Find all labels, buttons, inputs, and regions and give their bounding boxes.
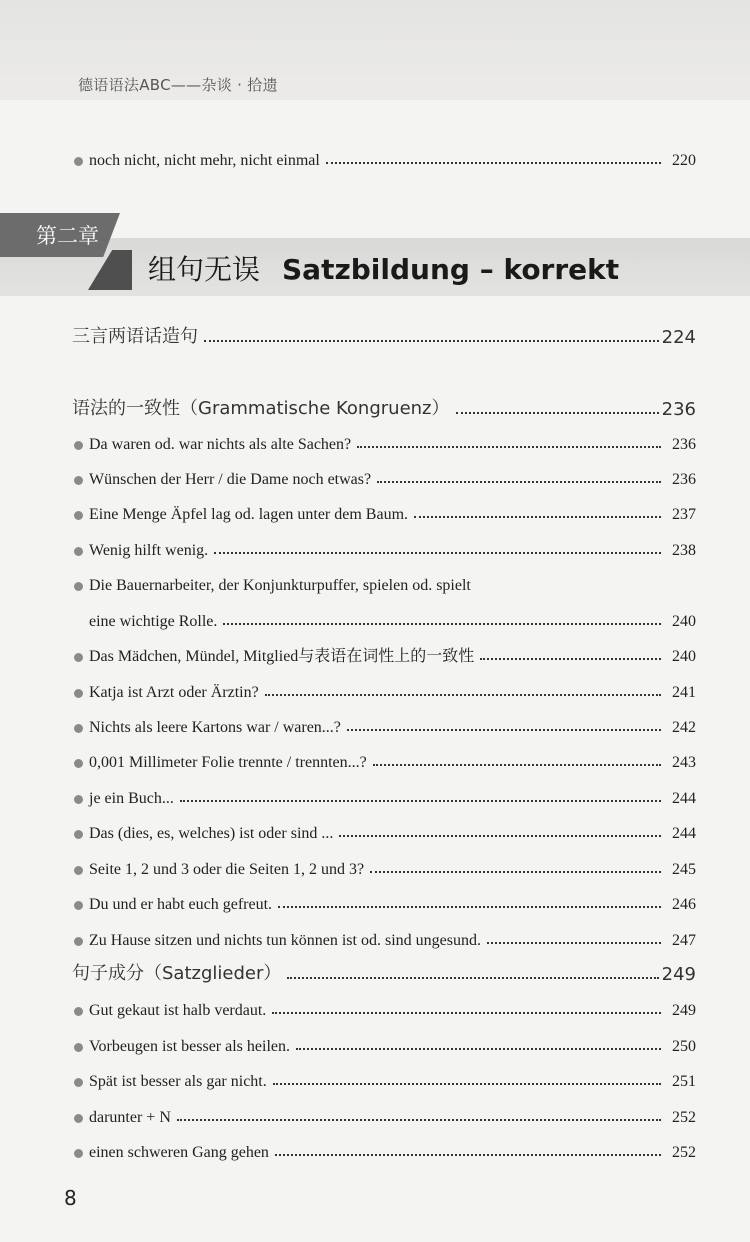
toc-entry-text: Vorbeugen ist besser als heilen. [89,1038,290,1055]
toc-page-number: 242 [672,719,696,736]
toc-page-number: 249 [661,964,696,985]
toc-entry-text: je ein Buch... [89,790,174,807]
toc-entry-text: Da waren od. war nichts als alte Sachen? [89,436,352,453]
toc-entry-text: Du und er habt euch gefreut. [89,896,273,913]
toc-entry-text: darunter + N [89,1109,171,1126]
toc-page-number: 241 [672,684,696,701]
dot-leader [347,729,661,731]
toc-page-number: 238 [672,542,696,559]
dot-leader [456,412,659,414]
dot-leader [370,871,661,873]
toc-entry-text: Katja ist Arzt oder Ärztin? [89,684,259,701]
toc-entry-text: Wünschen der Herr / die Dame noch etwas? [89,471,372,488]
toc-page-number: 236 [672,436,696,453]
toc-page-number: 240 [672,613,696,630]
dot-leader [487,942,661,944]
chapter-title-zh: 组句无误 [148,253,261,286]
bullet-icon [74,1149,83,1158]
toc-section [72,955,696,985]
bullet-icon [74,937,83,946]
bullet-icon [74,1114,83,1123]
toc-entry-text: Gut gekaut ist halb verdaut. [89,1002,267,1019]
toc-page-number: 240 [672,648,696,665]
toc-entry-text: Zu Hause sitzen und nichts tun können ist od. sind ungesund. [89,932,481,949]
chapter-number: 第二章 [36,224,99,248]
toc-entry [72,1061,696,1091]
toc-entry [72,530,696,560]
toc-entry [72,672,696,702]
bullet-icon [74,1007,83,1016]
toc-entry [72,1132,696,1162]
dot-leader [414,516,661,518]
toc-page-number: 246 [672,896,696,913]
toc-entry-text: Seite 1, 2 und 3 oder die Seiten 1, 2 und 3? [89,861,365,878]
toc-page-number: 245 [672,861,696,878]
toc-entry-text: 0,001 Millimeter Folie trennte / trennten...? [89,754,367,771]
dot-leader [223,623,661,625]
toc-entry-text: Spät ist besser als gar nicht. [89,1073,267,1090]
bullet-icon [74,830,83,839]
bullet-icon [74,653,83,662]
bullet-icon [74,1078,83,1087]
toc-section [72,318,696,348]
toc-entry [72,884,696,914]
dot-leader [377,481,661,483]
toc-section [72,390,696,420]
bullet-icon [74,901,83,910]
dot-leader [480,658,661,660]
toc-page-number: 244 [672,825,696,842]
toc-entry [72,707,696,737]
toc-entry [72,1026,696,1056]
bullet-icon [74,441,83,450]
page-folio: 8 [64,1186,77,1210]
dot-leader [265,694,661,696]
toc-entry-text: eine wichtige Rolle. [89,613,218,630]
toc-page-number: 224 [661,327,696,348]
toc-entry-text: Eine Menge Äpfel lag od. lagen unter dem Baum. [89,506,409,523]
dot-leader [177,1119,661,1121]
toc-entry-text: noch nicht, nicht mehr, nicht einmal [89,152,320,169]
toc-page-number: 243 [672,754,696,771]
toc-section-text: 语法的一致性（Grammatische Kongruenz） [72,398,450,419]
dot-leader [204,340,659,342]
toc-entry [72,140,696,170]
dot-leader [326,162,661,164]
toc-page-number: 252 [672,1109,696,1126]
toc-entry-continuation [72,601,696,631]
dot-leader [339,835,661,837]
chapter-title-de: Satzbildung – korrekt [282,253,620,286]
dot-leader [275,1154,661,1156]
toc-entry [72,742,696,772]
running-head: 德语语法ABC——杂谈 · 拾遗 [78,76,278,94]
toc-entry [72,990,696,1020]
bullet-icon [74,1043,83,1052]
toc-page-number: 236 [661,399,696,420]
bullet-icon [74,724,83,733]
toc-entry-text: einen schweren Gang gehen [89,1144,269,1161]
toc-entry [72,813,696,843]
toc-entry [72,778,696,808]
toc-entry [72,1097,696,1127]
toc-entry-text: Die Bauernarbeiter, der Konjunkturpuffer, spielen od. spielt [89,577,471,594]
dot-leader [287,977,658,979]
toc-entry [72,565,696,595]
bullet-icon [74,511,83,520]
toc-page-number: 237 [672,506,696,523]
dot-leader [296,1048,661,1050]
dot-leader [180,800,661,802]
toc-entry-text: Wenig hilft wenig. [89,542,209,559]
dot-leader [214,552,661,554]
bullet-icon [74,547,83,556]
toc-page-number: 247 [672,932,696,949]
bullet-icon [74,795,83,804]
toc-page-number: 244 [672,790,696,807]
toc-section-text: 三言两语话造句 [72,326,198,347]
toc-entry-text: Das (dies, es, welches) ist oder sind ... [89,825,334,842]
dot-leader [272,1012,661,1014]
toc-entry [72,424,696,454]
toc-page-number: 251 [672,1073,696,1090]
bullet-icon [74,476,83,485]
toc-page-number: 252 [672,1144,696,1161]
chapter-title [148,248,619,288]
toc-entry-text: Das Mädchen, Mündel, Mitglied与表语在词性上的一致性 [89,648,475,665]
toc-page-number: 236 [672,471,696,488]
toc-entry-text: Nichts als leere Kartons war / waren...? [89,719,341,736]
toc-entry [72,494,696,524]
dot-leader [373,764,661,766]
bullet-icon [74,689,83,698]
toc-page-number: 220 [672,152,696,169]
bullet-icon [74,759,83,768]
dot-leader [278,906,661,908]
toc-entry [72,920,696,950]
bullet-icon [74,866,83,875]
toc-entry [72,849,696,879]
dot-leader [357,446,661,448]
dot-leader [273,1083,661,1085]
toc-section-text: 句子成分（Satzglieder） [72,963,282,984]
toc-entry [72,459,696,489]
toc-entry [72,636,696,666]
toc-page-number: 249 [672,1002,696,1019]
bullet-icon [74,157,83,166]
bullet-icon [74,582,83,591]
toc-page-number: 250 [672,1038,696,1055]
